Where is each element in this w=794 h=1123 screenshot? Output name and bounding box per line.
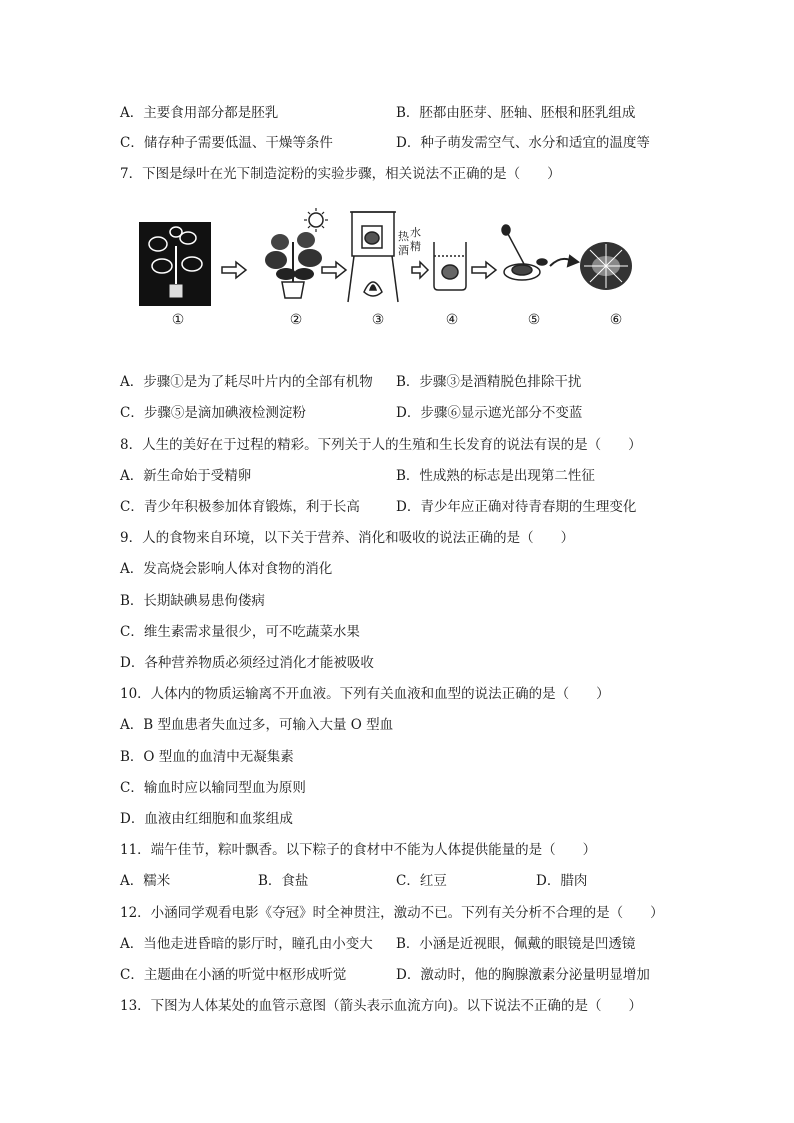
q10-option-b: B．O 型血的血清中无凝集素	[120, 749, 294, 765]
label-hot: 热	[398, 230, 409, 243]
arrow-icon	[550, 256, 578, 266]
q8-stem: 8．人生的美好在于过程的精彩。下列关于人的生殖和生长发育的说法有误的是（ ）	[120, 437, 642, 453]
q11-option-c: C．红豆	[396, 873, 447, 889]
q6-option-b: B．胚都由胚芽、胚轴、胚根和胚乳组成	[396, 105, 636, 121]
q8-option-a: A．新生命始于受精卵	[120, 468, 252, 484]
step3-water-bath-icon	[348, 212, 398, 302]
figure-label-6: ⑥	[609, 312, 623, 328]
q9-stem: 9．人的食物来自环境，以下关于营养、消化和吸收的说法正确的是（ ）	[120, 530, 575, 546]
q6-option-c: C．储存种子需要低温、干燥等条件	[120, 135, 333, 151]
q9-option-c: C．维生素需求量很少，可不吃蔬菜水果	[120, 624, 360, 640]
step1-dark-box-icon	[139, 222, 211, 306]
arrow-icon	[222, 262, 246, 278]
q9-option-d: D．各种营养物质必须经过消化才能被吸收	[120, 655, 374, 671]
label-water: 水	[410, 226, 421, 239]
step2-sunlit-plant-icon	[265, 208, 328, 298]
step6-stained-leaf-icon	[580, 242, 632, 290]
arrow-icon	[412, 262, 428, 278]
q12-option-c: C．主题曲在小涵的听觉中枢形成听觉	[120, 967, 347, 983]
q10-option-a: A．B 型血患者失血过多，可输入大量 O 型血	[120, 717, 394, 733]
q13-stem: 13．下图为人体某处的血管示意图（箭头表示血流方向)。以下说法不正确的是（ ）	[120, 998, 642, 1014]
q11-option-b: B．食盐	[258, 873, 309, 889]
label-essence: 精	[410, 240, 421, 253]
q12-option-d: D．激动时，他的胸腺激素分泌量明显增加	[396, 967, 650, 983]
q7-option-b: B．步骤③是酒精脱色排除干扰	[396, 374, 582, 390]
q7-option-c: C．步骤⑤是滴加碘液检测淀粉	[120, 405, 306, 421]
q7-option-a: A．步骤①是为了耗尽叶片内的全部有机物	[120, 374, 373, 390]
q11-stem: 11．端午佳节，粽叶飘香。以下粽子的食材中不能为人体提供能量的是（ ）	[120, 842, 597, 858]
q12-stem: 12．小涵同学观看电影《夺冠》时全神贯注，激动不已。下列有关分析不合理的是（ ）	[120, 905, 664, 921]
q12-option-a: A．当他走进昏暗的影厅时，瞳孔由小变大	[120, 936, 373, 952]
q11-option-d: D．腊肉	[536, 873, 588, 889]
q7-experiment-figure	[136, 206, 646, 334]
label-alcohol: 酒	[398, 244, 409, 257]
figure-label-1: ①	[171, 312, 185, 328]
figure-label-4: ④	[445, 312, 459, 328]
q9-option-b: B．长期缺碘易患佝偻病	[120, 593, 265, 609]
figure-label-5: ⑤	[527, 312, 541, 328]
q10-option-d: D．血液由红细胞和血浆组成	[120, 811, 293, 827]
step4-beaker-icon	[434, 242, 466, 290]
q6-option-d: D．种子萌发需空气、水分和适宜的温度等	[396, 135, 650, 151]
q12-option-b: B．小涵是近视眼，佩戴的眼镜是凹透镜	[396, 936, 636, 952]
q9-option-a: A．发高烧会影响人体对食物的消化	[120, 561, 333, 577]
q10-option-c: C．输血时应以输同型血为原则	[120, 780, 306, 796]
arrow-icon	[472, 262, 496, 278]
q8-option-b: B．性成熟的标志是出现第二性征	[396, 468, 595, 484]
figure-label-2: ②	[289, 312, 303, 328]
arrow-icon	[322, 262, 346, 278]
q8-option-d: D．青少年应正确对待青春期的生理变化	[396, 499, 637, 515]
q6-option-a: A．主要食用部分都是胚乳	[120, 105, 279, 121]
step5-dropper-icon	[502, 225, 547, 280]
q7-option-d: D．步骤⑥显示遮光部分不变蓝	[396, 405, 583, 421]
q7-stem: 7．下图是绿叶在光下制造淀粉的实验步骤，相关说法不正确的是（ ）	[120, 166, 561, 182]
q11-option-a: A．糯米	[120, 873, 171, 889]
q10-stem: 10．人体内的物质运输离不开血液。下列有关血液和血型的说法正确的是（ ）	[120, 686, 610, 702]
q8-option-c: C．青少年积极参加体育锻炼，利于长高	[120, 499, 360, 515]
figure-label-3: ③	[371, 312, 385, 328]
